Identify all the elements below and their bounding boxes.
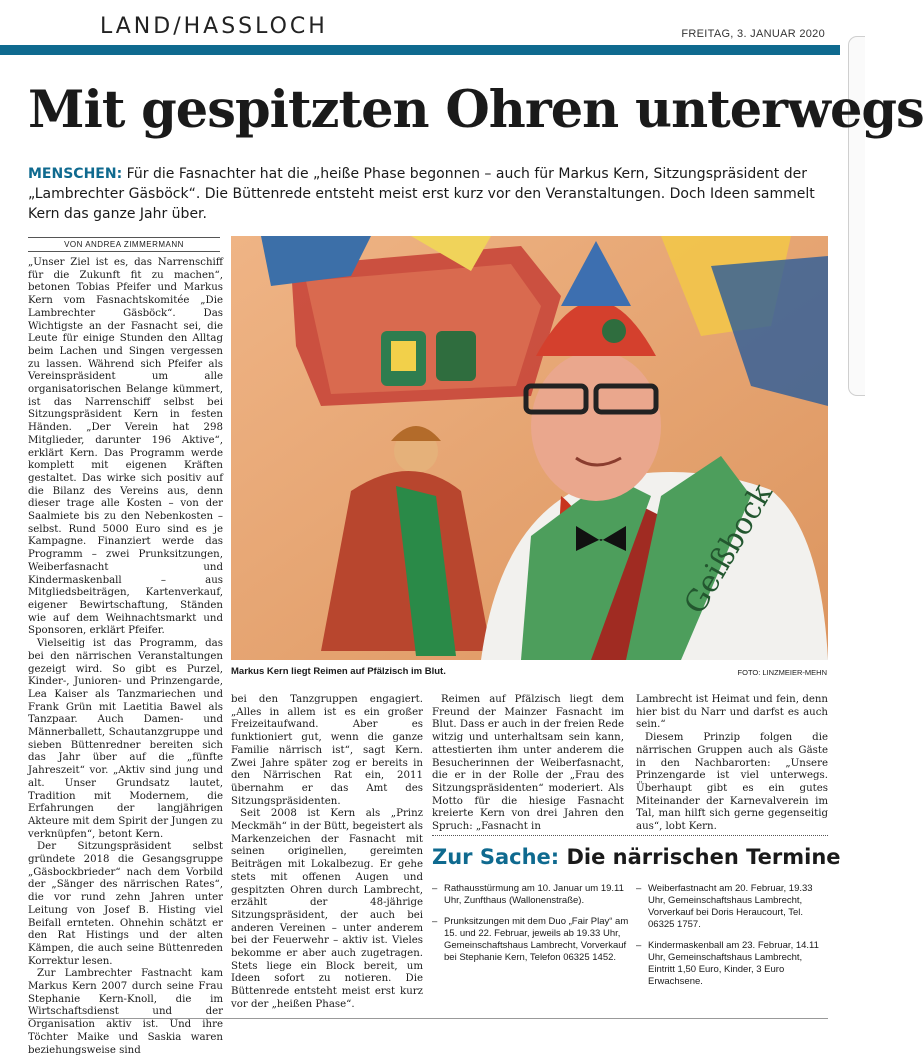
paragraph: Zur Lambrechter Fastnacht kam Markus Kern 2007 durch seine Frau Stephanie Kern-Knoll, die im Wirtschaftsdienst und der Organisation aktiv ist. Und ihre Töchter Maike und Saskia waren beziehungsweise sind xyxy=(28,968,223,1056)
zur-sache-kicker: Zur Sache: xyxy=(432,845,560,869)
article-column-2 xyxy=(231,694,423,1012)
photo-illustration xyxy=(231,236,828,660)
section-title: LAND/HASSLOCH xyxy=(100,14,328,39)
divider xyxy=(432,835,828,836)
paragraph: „Unser Ziel ist es, das Narrenschiff für die Zukunft fit zu machen“, betonen Tobias Pfeifer und Markus Kern vom Fasnachtskomitée „Die Lambrechter Gäsböck“. Das Wichtigste an der Fasnacht sei, die Leute für einige Stunden den Alltag beim Lachen und Singen vergessen zu lassen. Während sich Pfeifer als Vereinspräsident um alle organisatorischen Belange kümmert, ist das Narrenschiff selbst bei Sitzungspräsident Kern in festen Händen. „Der Verein hat 298 Mitglieder, darunter 196 Aktive“, erklärt Kern. Das Programm werde komplett mit eigenen Kräften gestaltet. Das wirke sich positiv auf die Bilanz des Vereins aus, denn dieser trage alle Kosten – von der Saalmiete bis zu den Nebenkosten – selbst. Rund 5000 Euro sind es je Kampagne. Finanziert werde das Programm – zwei Prunksitzungen, Weiberfasnacht und Kindermaskenball – aus Mitgliedsbeiträgen, Kartenverkauf, eigener Bewirtschaftung, Ständen wie auf dem Weihnachtsmarkt und Sponsoren, erklärt Pfeifer. xyxy=(28,257,223,637)
article-lead xyxy=(28,164,828,224)
event-item: – Kindermaskenball am 23. Februar, 14.11 Uhr, Gemeinschaftshaus Lambrecht, Eintritt 1,50 Euro, Kinder, 3 Euro Erwachsene. xyxy=(636,940,830,988)
paragraph: Seit 2008 ist Kern als „Prinz Meckmäh“ in der Bütt, begeistert als Markenzeichen der Fasnacht mit seinen originellen, gereimten Beiträgen mit Lokalbezug. Er gehe stets mit offenen Augen und gespitzten Ohren durch Lambrecht, erzählt der 48-jährige Sitzungspräsident, der auch bei anderen Vereinen – unter anderem bei der Feuerwehr – aktiv ist. Vieles bekomme er aber auch zugetragen. Stets liege ein Block bereit, um Ideen sofort zu notieren. Die Büttenrede entsteht meist erst kurz vor der „heißen Phase“. xyxy=(231,808,423,1010)
paragraph: Vielseitig ist das Programm, das bei den närrischen Veranstaltungen gezeigt wird. So gibt es Purzel, Kinder-, Junioren- und Prinzengarde, Lea Kaiser als Tanzmariechen und Frank Grün mit Laetitia Bawel als Tanzpaar. Auch Damen- und Männerballett, Schautanzgruppe und sieben Büttenredner bereiten sich das Jahr über auf die „fünfte Jahreszeit“ vor. „Aktiv sind jung und alt. Unser Grundsatz lautet, Tradition mit Modernem, die Erfahrungen der langjährigen Akteure mit dem Spirit der Jungen zu verknüpfen“, betont Kern. xyxy=(28,638,223,840)
event-list-left xyxy=(432,883,630,973)
header-rule xyxy=(0,45,840,55)
bottom-rule xyxy=(28,1018,828,1019)
paragraph: Der Sitzungspräsident selbst gründete 2018 die Gesangsgruppe „Gäsbockbrieder“ nach dem Vorbild der „Sänger des närrischen Rates“, die vor rund zehn Jahren unter Leitung von Josef B. Histing viel Beifall ernteten. Ohnehin schätzt er den Rat Histings und der alten Kämpen, die auch seine Büttenreden Korrektur lesen. xyxy=(28,841,223,967)
event-item: – Weiberfastnacht am 20. Februar, 19.33 Uhr, Gemeinschaftshaus Lambrecht, Vorverkauf bei Doris Heraucourt, Tel. 06325 1757. xyxy=(636,883,830,931)
article-column-1 xyxy=(28,257,223,1057)
photo-credit: FOTO: LINZMEIER-MEHN xyxy=(737,668,827,677)
event-list-right xyxy=(636,883,830,997)
article-headline: Mit gespitzten Ohren unterwegs xyxy=(28,80,924,140)
lead-kicker: MENSCHEN: xyxy=(28,166,123,182)
photo-sash-text: Geißbock xyxy=(677,478,780,620)
event-item: – Rathausstürmung am 10. Januar um 19.11 Uhr, Zunfthaus (Wallonenstraße). xyxy=(432,883,630,907)
issue-date: FREITAG, 3. JANUAR 2020 xyxy=(681,28,825,40)
byline: VON ANDREA ZIMMERMANN xyxy=(28,237,220,252)
paragraph: Lambrecht ist Heimat und fein, denn hier bist du Narr und darfst es auch sein.“ xyxy=(636,694,828,731)
zur-sache-title: Die närrischen Termine xyxy=(559,845,841,869)
article-photo xyxy=(231,236,828,660)
event-item: – Prunksitzungen mit dem Duo „Fair Play“ am 15. und 22. Februar, jeweils ab 19.33 Uhr, Gemeinschaftshaus Lambrecht, Vorverkauf bei Stephanie Kern, Telefon 06325 1452. xyxy=(432,916,630,964)
lead-text: Für die Fasnachter hat die „heiße Phase begonnen – auch für Markus Kern, Sitzungspräsident der „Lambrechter Gäsböck“. Die Büttenrede entsteht meist erst kurz vor den Veranstaltungen. Doch Ideen sammelt Kern das ganze Jahr über. xyxy=(28,166,815,222)
paragraph: Reimen auf Pfälzisch liegt dem Freund der Mainzer Fasnacht im Blut. Dass er auch in der freien Rede witzig und unterhaltsam sein kann, attestierten ihm unter anderem die Besucherinnen der Weiberfasnacht, die er in der Rolle der „Frau des Sitzungspräsidenten“ moderiert. Als Motto für die hiesige Fasnacht kreierte Kern von drei Jahren den Spruch: „Fasnacht in xyxy=(432,694,624,833)
zur-sache-heading xyxy=(432,845,841,869)
article-column-4 xyxy=(636,694,828,834)
paragraph: bei den Tanzgruppen engagiert. „Alles in allem ist es ein großer Freizeitaufwand. Aber es funktioniert gut, wenn die ganze Familie närrisch ist“, sagt Kern. Zwei Jahre später zog er bereits in den Närrischen Rat ein, 2011 übernahm er das Amt des Sitzungspräsidenten. xyxy=(231,694,423,807)
paragraph: Diesem Prinzip folgen die närrischen Gruppen auch als Gäste in den Nachbarorten: „Unsere Prinzengarde ist viel unterwegs. Überhaupt gibt es ein gutes Miteinander der Karnevalverein im Tal, man hilft sich gerne gegenseitig aus“, lobt Kern. xyxy=(636,732,828,833)
article-column-3 xyxy=(432,694,624,834)
photo-caption: Markus Kern liegt Reimen auf Pfälzisch im Blut. xyxy=(231,666,446,677)
